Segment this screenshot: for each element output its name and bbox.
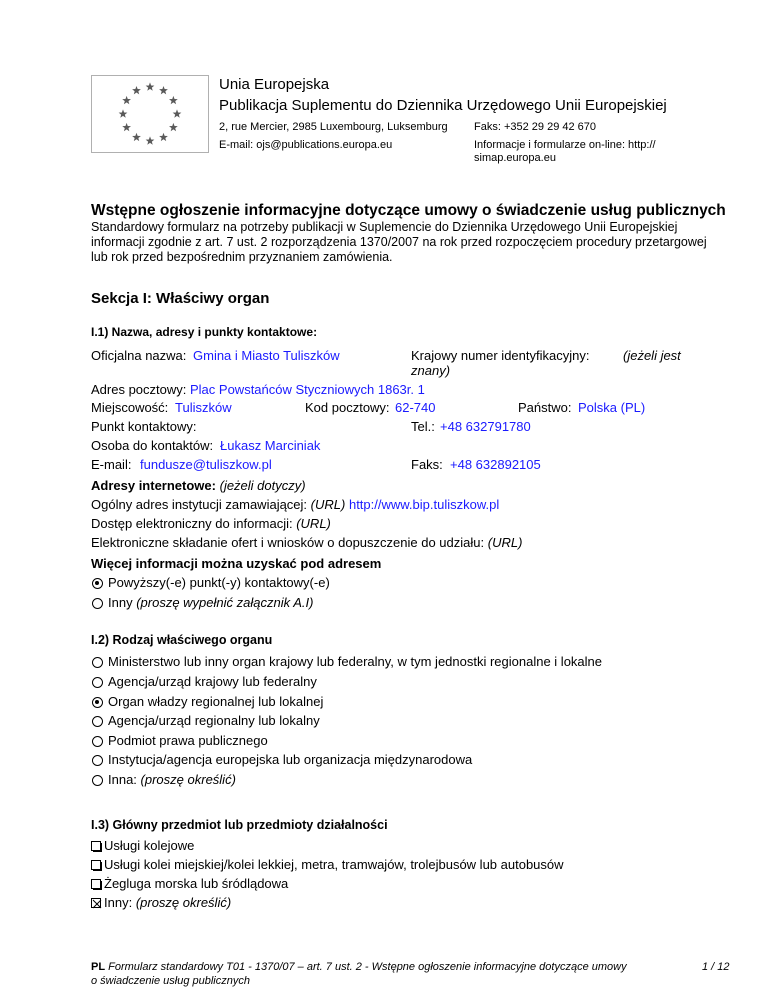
more-info-label: Więcej informacji można uzyskać pod adresem — [91, 556, 382, 571]
more-info-radio-1[interactable] — [92, 578, 103, 589]
official-name-value[interactable]: Gmina i Miasto Tuliszków — [193, 348, 340, 363]
i3-checkbox-1[interactable] — [91, 860, 101, 870]
more-info-option-2-hint: (proszę wypełnić załącznik A.I) — [136, 595, 314, 610]
email-label: E-mail: — [91, 457, 132, 472]
star-icon — [159, 133, 168, 141]
star-icon — [159, 86, 168, 94]
i2-radio-4[interactable] — [92, 736, 103, 747]
national-id-label: Krajowy numer identyfikacyjny: — [411, 348, 590, 363]
national-id-hint-1: (jeżeli jest — [623, 348, 681, 363]
i2-option-0: Ministerstwo lub inny organ krajowy lub federalny, w tym jednostki regionalne i lokalne — [108, 654, 602, 669]
i2-radio-0[interactable] — [92, 657, 103, 668]
intro-line-1: Standardowy formularz na potrzeby publikacji w Suplemencie do Dziennika Urzędowego Unii Europejskiej — [91, 220, 678, 234]
i2-option-3: Agencja/urząd regionalny lub lokalny — [108, 713, 320, 728]
i3-checkbox-3[interactable] — [91, 898, 101, 908]
page-number: 1 / 12 — [702, 961, 730, 973]
general-url-value[interactable]: http://www.bip.tuliszkow.pl — [348, 497, 500, 512]
i2-radio-3[interactable] — [92, 716, 103, 727]
i2-radio-1[interactable] — [92, 677, 103, 688]
eu-flag-logo — [91, 75, 209, 153]
i3-option-3: Inny: — [104, 895, 133, 910]
email-value[interactable]: fundusze@tuliszkow.pl — [140, 457, 272, 472]
postcode-label: Kod pocztowy: — [305, 400, 390, 415]
header-address: 2, rue Mercier, 2985 Luxembourg, Luksemburg — [219, 121, 448, 133]
general-url-hint: (URL) — [310, 497, 346, 512]
star-icon — [122, 123, 131, 131]
general-url-label: Ogólny adres instytucji zamawiającej: — [91, 497, 308, 512]
internet-label: Adresy internetowe: — [91, 478, 216, 493]
i2-option-2: Organ władzy regionalnej lub lokalnej — [108, 694, 324, 709]
intro-line-3: lub rok przed bezpośrednim przyznaniem zamówienia. — [91, 250, 393, 264]
i1-title: I.1) Nazwa, adresy i punkty kontaktowe: — [91, 325, 318, 339]
intro-line-2: informacji zgodnie z art. 7 ust. 2 rozporządzenia 1370/2007 na rok przed rozpoczęciem procedury przetargowej — [91, 235, 707, 249]
e-submission-label: Elektroniczne składanie ofert i wniosków o dopuszczenie do udziału: — [91, 535, 485, 550]
header-publication: Publikacja Suplementu do Dziennika Urzędowego Unii Europejskiej — [219, 97, 667, 114]
postcode-value[interactable]: 62-740 — [395, 400, 436, 415]
tel-label: Tel.: — [411, 419, 435, 434]
internet-hint: (jeżeli dotyczy) — [219, 478, 306, 493]
tel-value[interactable]: +48 632791780 — [440, 419, 531, 434]
more-info-radio-2[interactable] — [92, 598, 103, 609]
footer-text-line1: Formularz standardowy T01 - 1370/07 – art. 7 ust. 2 - Wstępne ogłoszenie informacyjne dotyczące umowy — [108, 961, 627, 973]
i3-option-1: Usługi kolei miejskiej/kolei lekkiej, metra, tramwajów, trolejbusów lub autobusów — [104, 857, 564, 872]
i2-title: I.2) Rodzaj właściwego organu — [91, 633, 273, 647]
i3-checkbox-2[interactable] — [91, 879, 101, 889]
checked-x-icon — [92, 899, 102, 909]
country-label: Państwo: — [518, 400, 572, 415]
national-id-hint-2: znany) — [411, 363, 451, 378]
footer-text-line2: o świadczenie usług publicznych — [91, 975, 250, 987]
postal-label: Adres pocztowy: — [91, 382, 187, 397]
i3-title: I.3) Główny przedmiot lub przedmioty działalności — [91, 818, 388, 832]
official-name-label: Oficjalna nazwa: — [91, 348, 187, 363]
i3-option-2: Żegluga morska lub śródlądowa — [104, 876, 289, 891]
header-info-line2: simap.europa.eu — [474, 152, 556, 164]
header-org: Unia Europejska — [219, 76, 330, 93]
postal-value[interactable]: Plac Powstańców Styczniowych 1863r. 1 — [190, 382, 425, 397]
i2-option-4: Podmiot prawa publicznego — [108, 733, 268, 748]
section-title: Sekcja I: Właściwy organ — [91, 290, 270, 307]
header-info-line1: Informacje i formularze on-line: http:// — [474, 139, 656, 151]
town-value[interactable]: Tuliszków — [175, 400, 232, 415]
fax-value[interactable]: +48 632892105 — [450, 457, 541, 472]
contact-person-label: Osoba do kontaktów: — [91, 438, 214, 453]
contact-point-label: Punkt kontaktowy: — [91, 419, 197, 434]
e-access-hint: (URL) — [296, 516, 331, 531]
document-title: Wstępne ogłoszenie informacyjne dotyczące umowy o świadczenie usług publicznych — [91, 202, 726, 219]
i2-option-1: Agencja/urząd krajowy lub federalny — [108, 674, 317, 689]
footer-lang: PL — [91, 961, 106, 973]
i2-option-6: Inna: — [108, 772, 137, 787]
i2-option-5: Instytucja/agencja europejska lub organizacja międzynarodowa — [108, 752, 473, 767]
i2-radio-5[interactable] — [92, 755, 103, 766]
e-access-label: Dostęp elektroniczny do informacji: — [91, 516, 293, 531]
e-submission-hint: (URL) — [487, 535, 523, 550]
star-icon — [132, 86, 141, 94]
more-info-option-1: Powyższy(-e) punkt(-y) kontaktowy(-e) — [108, 575, 330, 590]
country-value[interactable]: Polska (PL) — [578, 400, 646, 415]
i3-other-hint: (proszę określić) — [135, 895, 232, 910]
i2-other-hint: (proszę określić) — [140, 772, 236, 787]
town-label: Miejscowość: — [91, 400, 169, 415]
star-icon — [169, 123, 178, 131]
i2-radio-6[interactable] — [92, 775, 103, 786]
star-icon — [169, 96, 178, 104]
i3-checkbox-0[interactable] — [91, 841, 101, 851]
star-icon — [146, 136, 155, 144]
fax-label: Faks: — [411, 457, 443, 472]
contact-person-value[interactable]: Łukasz Marciniak — [220, 438, 321, 453]
i2-radio-2[interactable] — [92, 697, 103, 708]
i3-option-0: Usługi kolejowe — [104, 838, 195, 853]
star-icon — [119, 109, 128, 117]
header-email: E-mail: ojs@publications.europa.eu — [219, 139, 393, 151]
star-icon — [173, 109, 182, 117]
star-icon — [146, 82, 155, 90]
star-icon — [132, 133, 141, 141]
header-fax: Faks: +352 29 29 42 670 — [474, 121, 597, 133]
star-icon — [122, 96, 131, 104]
more-info-option-2: Inny — [108, 595, 133, 610]
